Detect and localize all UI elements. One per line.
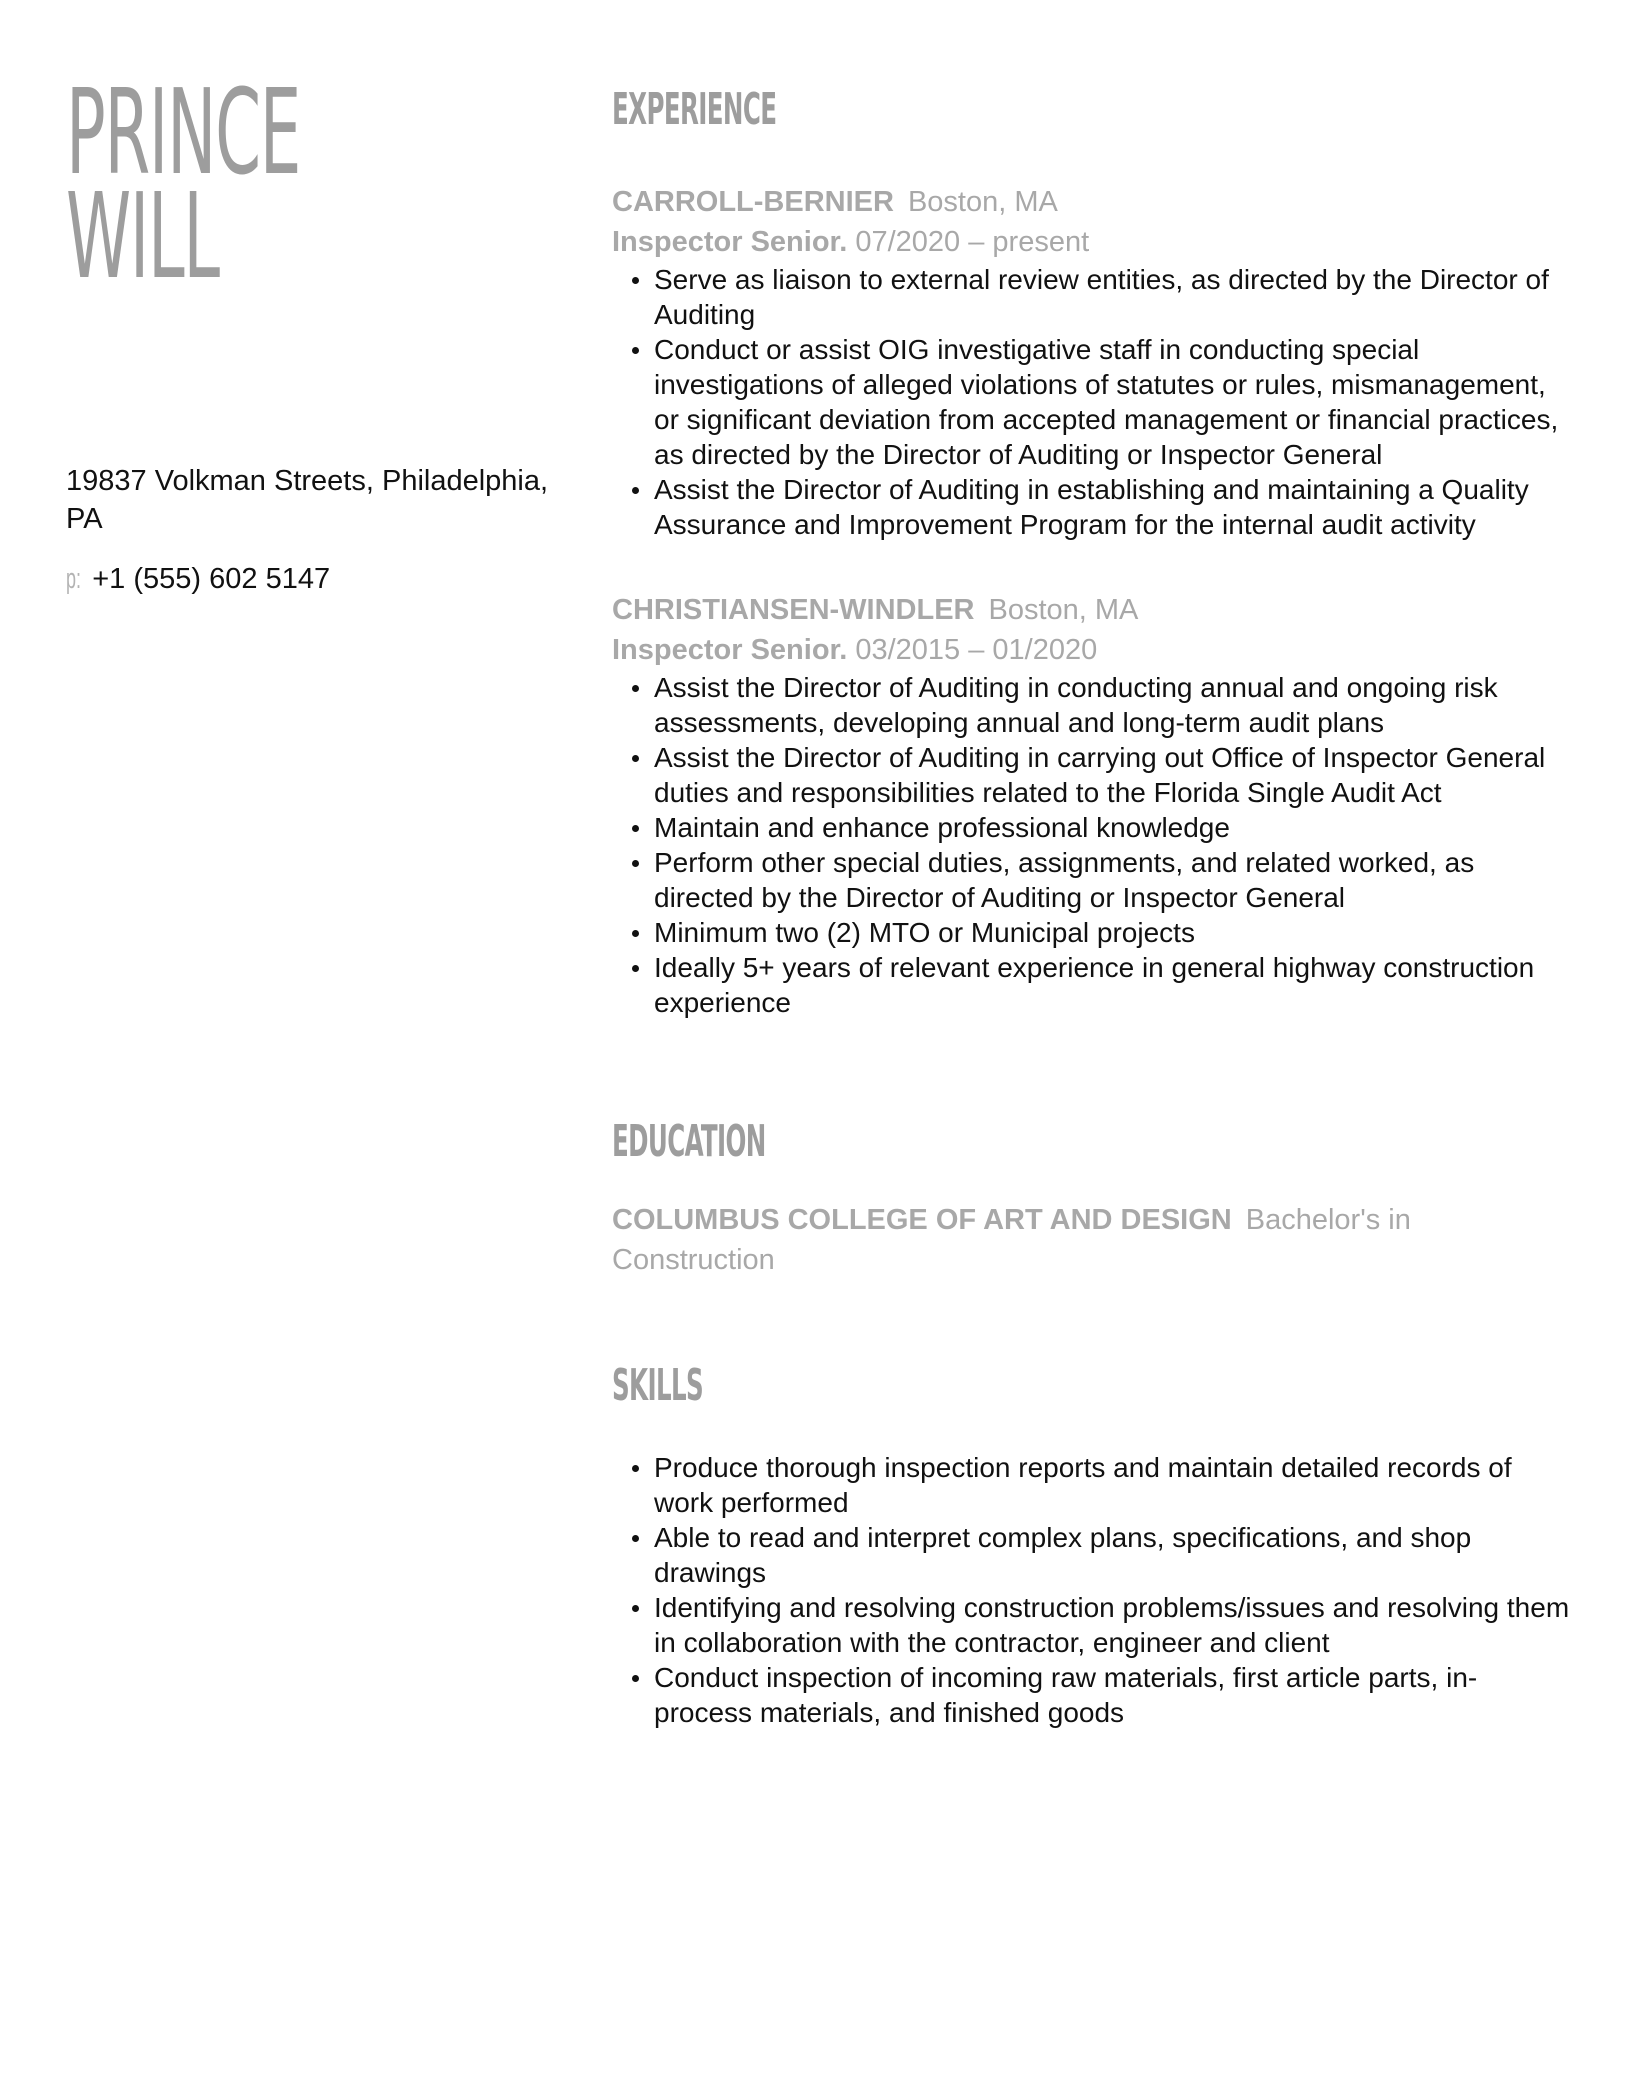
list-item: Maintain and enhance professional knowledge bbox=[612, 810, 1572, 845]
list-item: Conduct or assist OIG investigative staff in conducting special investigations of alleged violations of statutes or rules, mismanagement, or significant deviation from accepted management or financial practices, as directed by the Director of Auditing or Inspector General bbox=[612, 332, 1572, 472]
section-title-skills: SKILLS bbox=[612, 1360, 704, 1411]
job-header bbox=[612, 182, 1572, 222]
education-section bbox=[612, 1112, 1572, 1280]
job-entry bbox=[612, 182, 1572, 542]
phone-label: p: bbox=[66, 563, 81, 595]
school-name: COLUMBUS COLLEGE OF ART AND DESIGN bbox=[612, 1204, 1232, 1236]
job-location: Boston, MA bbox=[988, 594, 1139, 626]
main-column bbox=[612, 80, 1572, 1730]
list-item: Able to read and interpret complex plans, specifications, and shop drawings bbox=[612, 1520, 1572, 1590]
job-role-line bbox=[612, 222, 1572, 262]
job-bullets bbox=[612, 670, 1572, 1020]
experience-section bbox=[612, 80, 1572, 1020]
phone-number: +1 (555) 602 5147 bbox=[92, 563, 331, 595]
list-item: Assist the Director of Auditing in conducting annual and ongoing risk assessments, developing annual and long-term audit plans bbox=[612, 670, 1572, 740]
job-dates: 07/2020 – present bbox=[855, 226, 1090, 258]
first-name: PRINCE bbox=[66, 63, 301, 201]
company-name: CHRISTIANSEN-WINDLER bbox=[612, 594, 975, 626]
list-item: Produce thorough inspection reports and maintain detailed records of work performed bbox=[612, 1450, 1572, 1520]
list-item: Conduct inspection of incoming raw materials, first article parts, in-process materials, and finished goods bbox=[612, 1660, 1572, 1730]
list-item: Perform other special duties, assignments, and related worked, as directed by the Director of Auditing or Inspector General bbox=[612, 845, 1572, 915]
list-item: Minimum two (2) MTO or Municipal projects bbox=[612, 915, 1572, 950]
list-item: Identifying and resolving construction problems/issues and resolving them in collaboration with the contractor, engineer and client bbox=[612, 1590, 1572, 1660]
section-title-education: EDUCATION bbox=[612, 1116, 766, 1167]
list-item: Ideally 5+ years of relevant experience in general highway construction experience bbox=[612, 950, 1572, 1020]
job-header bbox=[612, 590, 1572, 630]
last-name: WILL bbox=[66, 167, 219, 305]
job-entry bbox=[612, 590, 1572, 1020]
list-item: Assist the Director of Auditing in carrying out Office of Inspector General duties and responsibilities related to the Florida Single Audit Act bbox=[612, 740, 1572, 810]
name-block bbox=[66, 63, 566, 305]
job-location: Boston, MA bbox=[907, 186, 1058, 218]
job-role-line bbox=[612, 630, 1572, 670]
education-entry bbox=[612, 1200, 1472, 1280]
job-role: Inspector Senior. bbox=[612, 634, 848, 666]
list-item: Assist the Director of Auditing in establishing and maintaining a Quality Assurance and Improvement Program for the internal audit activity bbox=[612, 472, 1572, 542]
phone-line bbox=[66, 560, 330, 598]
skills-list bbox=[612, 1450, 1572, 1730]
job-role: Inspector Senior. bbox=[612, 226, 848, 258]
section-title-experience: EXPERIENCE bbox=[612, 84, 777, 135]
address: 19837 Volkman Streets, Philadelphia, PA bbox=[66, 465, 549, 535]
degree: Bachelor's in Construction bbox=[612, 1204, 1411, 1276]
skills-section bbox=[612, 1356, 1572, 1730]
company-name: CARROLL-BERNIER bbox=[612, 186, 894, 218]
job-bullets bbox=[612, 262, 1572, 542]
list-item: Serve as liaison to external review entities, as directed by the Director of Auditing bbox=[612, 262, 1572, 332]
job-dates: 03/2015 – 01/2020 bbox=[855, 634, 1098, 666]
